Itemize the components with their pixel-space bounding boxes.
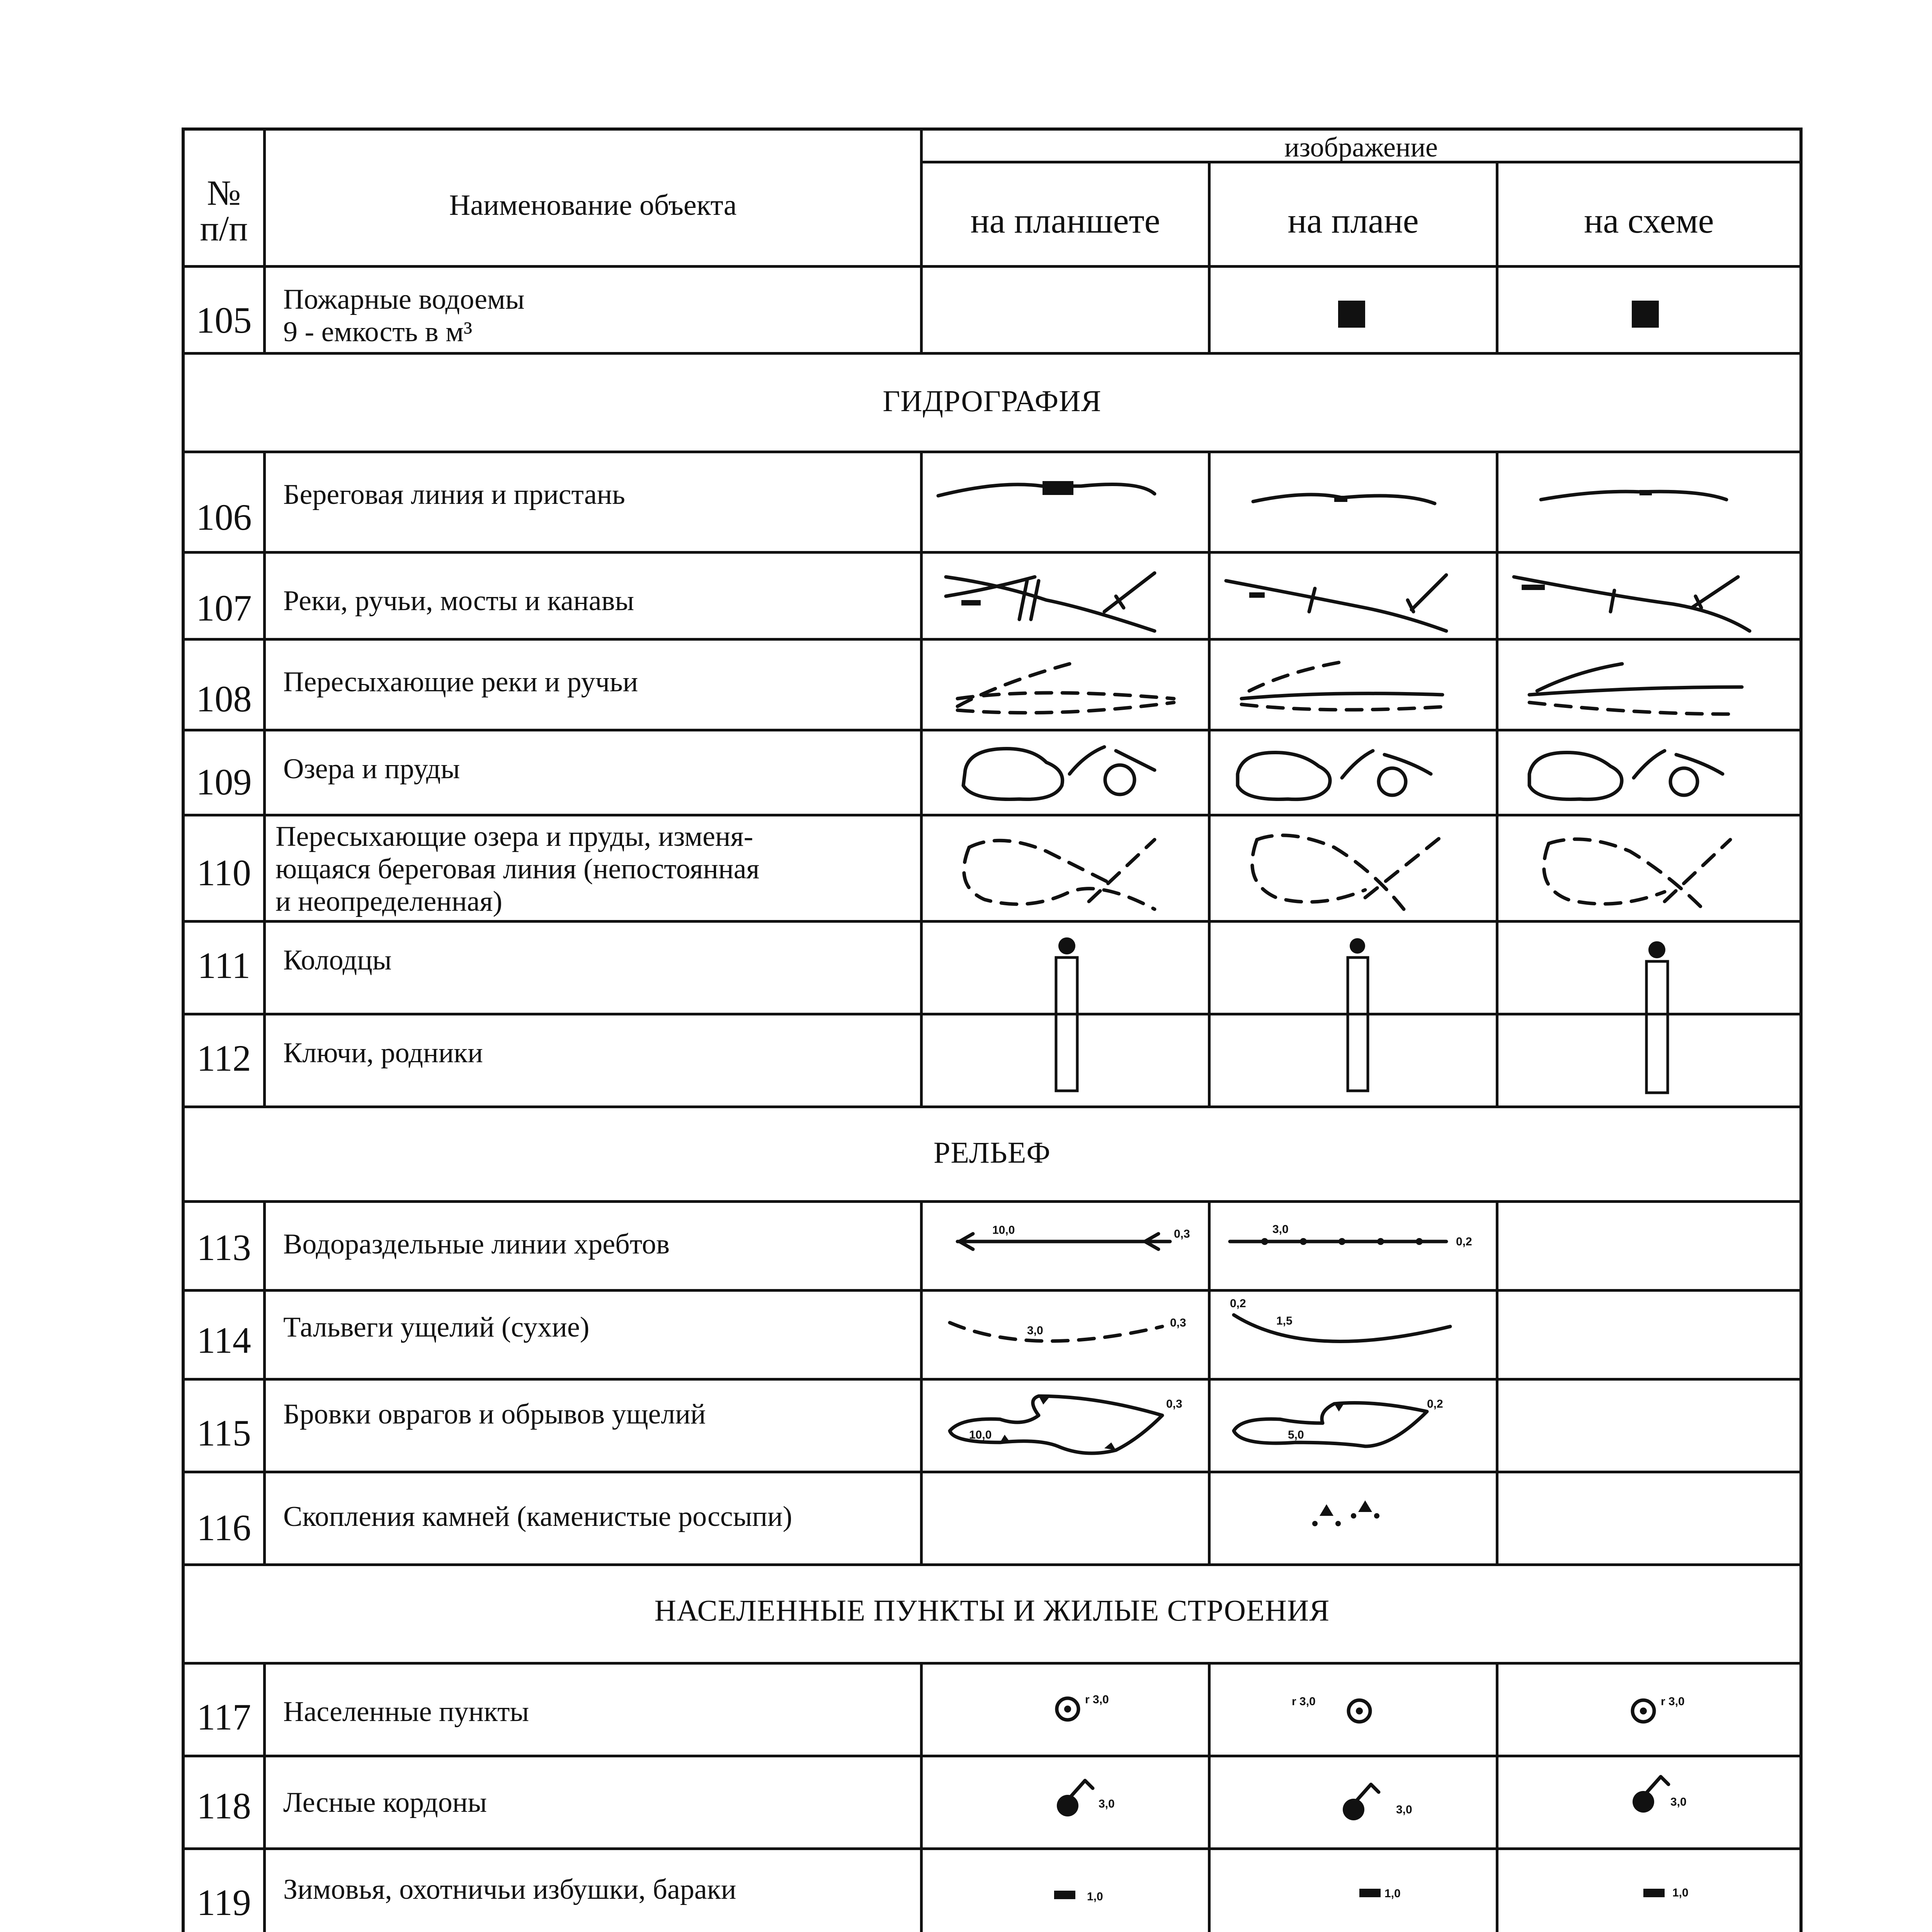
drying-river-symbol bbox=[923, 641, 1208, 729]
table-row bbox=[185, 816, 1799, 923]
settlement-symbol bbox=[1498, 1665, 1800, 1755]
header-col-a-cell bbox=[923, 163, 1211, 265]
symbol-table bbox=[182, 128, 1803, 1932]
row-number: 106 bbox=[196, 497, 252, 538]
row-number: 117 bbox=[197, 1696, 251, 1738]
symbol-label: 0,3 bbox=[1174, 1228, 1190, 1240]
well-symbol bbox=[1348, 938, 1368, 1091]
section-row bbox=[185, 355, 1799, 453]
symbol-label: 0,2 bbox=[1230, 1297, 1246, 1310]
symbol-label: 1,5 bbox=[1276, 1315, 1293, 1327]
table-header bbox=[185, 131, 1799, 268]
drying-river-symbol bbox=[1211, 641, 1496, 729]
row-name: Населенные пункты bbox=[283, 1696, 529, 1728]
table-row bbox=[185, 641, 1799, 731]
ravine-edge-symbol bbox=[923, 1381, 1208, 1471]
hut-symbol bbox=[1211, 1850, 1496, 1932]
table-row bbox=[185, 1292, 1799, 1381]
table-row bbox=[185, 1665, 1799, 1757]
table-row bbox=[185, 453, 1799, 554]
shoreline-symbol bbox=[1498, 453, 1800, 551]
row-name: Ключи, родники bbox=[283, 1037, 483, 1069]
drying-lake-symbol bbox=[1211, 816, 1496, 920]
symbol-label: 1,0 bbox=[1384, 1887, 1401, 1900]
table-row bbox=[185, 1203, 1799, 1292]
header-group: изображение bbox=[1284, 132, 1438, 163]
section-title: НАСЕЛЕННЫЕ ПУНКТЫ И ЖИЛЫЕ СТРОЕНИЯ bbox=[654, 1594, 1330, 1627]
row-number: 113 bbox=[197, 1227, 251, 1268]
row-number: 107 bbox=[196, 587, 252, 629]
forest-cordon-symbol bbox=[1498, 1757, 1800, 1847]
shoreline-symbol bbox=[923, 453, 1208, 551]
row-number: 116 bbox=[197, 1507, 251, 1548]
row-number: 114 bbox=[197, 1320, 251, 1361]
row-number: 108 bbox=[196, 678, 252, 719]
symbol-label: r 3,0 bbox=[1292, 1695, 1316, 1708]
shoreline-symbol bbox=[1211, 453, 1496, 551]
row-number: 119 bbox=[197, 1882, 251, 1923]
symbol-label: 1,0 bbox=[1672, 1886, 1689, 1899]
table-row bbox=[185, 1757, 1799, 1850]
drying-lake-symbol bbox=[923, 816, 1208, 920]
header-group-cell bbox=[923, 131, 1799, 163]
symbol-label: 3,0 bbox=[1272, 1223, 1289, 1236]
symbol-label: 3,0 bbox=[1670, 1796, 1687, 1808]
row-name: Озера и пруды bbox=[283, 753, 460, 785]
header-col-c-cell bbox=[1498, 163, 1799, 265]
settlement-symbol bbox=[1211, 1665, 1496, 1755]
symbol-label: 5,0 bbox=[1288, 1429, 1304, 1441]
hut-symbol bbox=[923, 1850, 1208, 1932]
fire-pond-symbol bbox=[1498, 268, 1800, 352]
row-name: Водораздельные линии хребтов bbox=[283, 1228, 670, 1260]
ridge-line-symbol bbox=[923, 1203, 1208, 1289]
river-symbol bbox=[1498, 554, 1800, 638]
row-name: Реки, ручьи, мосты и канавы bbox=[283, 585, 634, 617]
symbol-label: 10,0 bbox=[992, 1224, 1015, 1236]
row-name: Зимовья, охотничьи избушки, бараки bbox=[283, 1874, 736, 1905]
well-symbol bbox=[1646, 941, 1668, 1093]
row-name: Скопления камней (каменистые россыпи) bbox=[283, 1501, 793, 1532]
header-num: № п/п bbox=[200, 173, 248, 248]
symbol-label: r 3,0 bbox=[1085, 1693, 1109, 1706]
table-row bbox=[185, 554, 1799, 641]
symbol-label: 0,3 bbox=[1170, 1316, 1186, 1329]
hut-symbol bbox=[1498, 1850, 1800, 1932]
forest-cordon-symbol bbox=[1211, 1757, 1496, 1847]
table-row bbox=[185, 1473, 1799, 1566]
symbol-label: 1,0 bbox=[1087, 1890, 1103, 1903]
table-row bbox=[185, 1850, 1799, 1932]
symbol-label: 3,0 bbox=[1099, 1798, 1115, 1810]
symbol-label: 3,0 bbox=[1396, 1803, 1412, 1816]
header-col-c: на схеме bbox=[1584, 201, 1714, 240]
lake-symbol bbox=[1498, 731, 1800, 814]
ridge-line-symbol bbox=[1211, 1203, 1496, 1289]
row-name: Береговая линия и пристань bbox=[283, 479, 625, 510]
row-name: Тальвеги ущелий (сухие) bbox=[283, 1311, 590, 1343]
section-row bbox=[185, 1566, 1799, 1665]
symbol-label: r 3,0 bbox=[1661, 1695, 1685, 1708]
stone-cluster-symbol bbox=[1211, 1473, 1496, 1563]
lake-symbol bbox=[1211, 731, 1496, 814]
row-name: Колодцы bbox=[283, 944, 392, 976]
thalweg-symbol bbox=[1211, 1292, 1496, 1378]
row-name: Пожарные водоемы 9 - емкость в м³ bbox=[283, 284, 525, 348]
header-col-a: на планшете bbox=[970, 201, 1160, 240]
symbol-cell-planshet bbox=[923, 268, 1211, 352]
symbol-label: 0,2 bbox=[1427, 1398, 1443, 1410]
river-symbol bbox=[923, 554, 1208, 638]
row-name: Бровки оврагов и обрывов ущелий bbox=[283, 1398, 706, 1430]
symbol-cell-schema bbox=[1498, 268, 1800, 352]
header-num-cell bbox=[185, 131, 266, 265]
row-number: 111 bbox=[197, 945, 250, 986]
symbol-cell-plan bbox=[1211, 268, 1498, 352]
ravine-edge-symbol bbox=[1211, 1381, 1496, 1471]
section-title: ГИДРОГРАФИЯ bbox=[883, 384, 1102, 418]
row-number: 112 bbox=[197, 1037, 251, 1079]
fire-pond-symbol bbox=[1211, 268, 1496, 352]
forest-cordon-symbol bbox=[923, 1757, 1208, 1847]
drying-river-symbol bbox=[1498, 641, 1800, 729]
well-symbols bbox=[185, 923, 1800, 1108]
drying-lake-symbol bbox=[1498, 816, 1800, 920]
row-name: Пересыхающие озера и пруды, изменя- ющаяся береговая линия (непостоянная и неопределенная) bbox=[276, 821, 760, 917]
symbol-label: 3,0 bbox=[1027, 1324, 1043, 1337]
row-number: 105 bbox=[196, 299, 252, 341]
row-name: Лесные кордоны bbox=[283, 1787, 487, 1818]
row-number: 118 bbox=[197, 1785, 251, 1827]
header-name: Наименование объекта bbox=[449, 189, 737, 221]
row-name: Пересыхающие реки и ручьи bbox=[283, 666, 638, 698]
row-number: 109 bbox=[196, 761, 252, 803]
header-col-b: на плане bbox=[1287, 201, 1419, 240]
header-name-cell bbox=[266, 131, 923, 265]
table-row bbox=[185, 268, 1799, 355]
symbol-label: 0,2 bbox=[1456, 1235, 1472, 1248]
river-symbol bbox=[1211, 554, 1496, 638]
row-number: 115 bbox=[197, 1412, 251, 1454]
well-symbol bbox=[1056, 937, 1077, 1091]
symbol-label: 0,3 bbox=[1166, 1398, 1182, 1410]
row-number: 110 bbox=[197, 852, 251, 893]
settlement-symbol bbox=[923, 1665, 1208, 1755]
header-col-b-cell bbox=[1211, 163, 1498, 265]
table-row bbox=[185, 731, 1799, 816]
lake-symbol bbox=[923, 731, 1208, 814]
section-row bbox=[185, 1108, 1799, 1203]
thalweg-symbol bbox=[923, 1292, 1208, 1378]
symbol-label: 10,0 bbox=[969, 1429, 992, 1441]
table-row bbox=[185, 1381, 1799, 1473]
section-title: РЕЛЬЕФ bbox=[934, 1136, 1051, 1169]
